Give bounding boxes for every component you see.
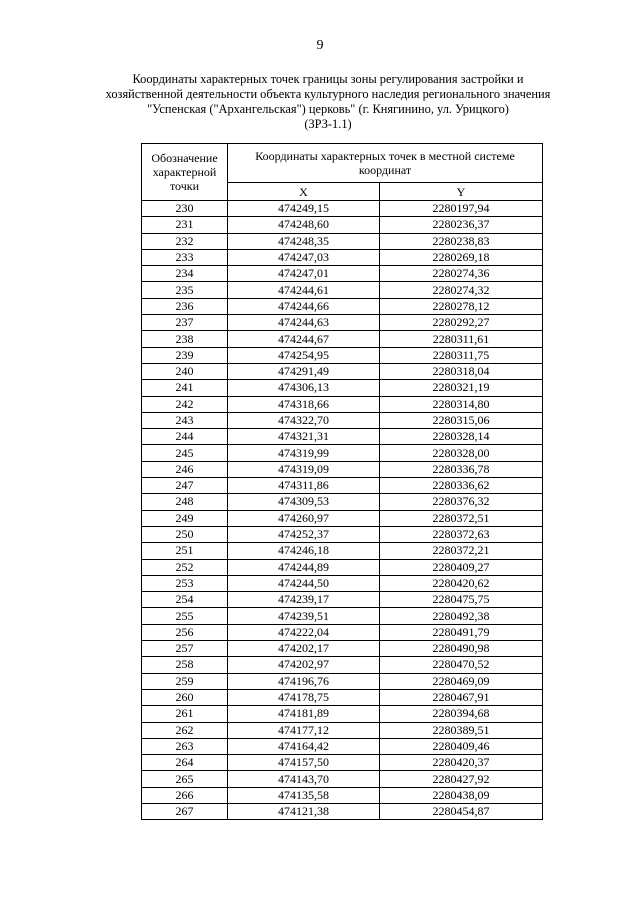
y-coordinate-cell: 2280236,37 bbox=[380, 217, 543, 233]
table-row bbox=[142, 575, 543, 591]
point-cell: 258 bbox=[142, 657, 228, 673]
page-number: 9 bbox=[316, 38, 324, 53]
x-coordinate-cell: 474248,35 bbox=[228, 233, 380, 249]
x-coordinate-cell: 474248,60 bbox=[228, 217, 380, 233]
point-cell: 230 bbox=[142, 201, 228, 217]
x-coordinate-cell: 474244,50 bbox=[228, 575, 380, 591]
document-title bbox=[90, 72, 566, 132]
x-coordinate-cell: 474196,76 bbox=[228, 673, 380, 689]
table-row bbox=[142, 738, 543, 754]
point-cell: 266 bbox=[142, 787, 228, 803]
table-header bbox=[142, 144, 543, 201]
table-row bbox=[142, 429, 543, 445]
point-cell: 236 bbox=[142, 298, 228, 314]
point-cell: 239 bbox=[142, 347, 228, 363]
y-coordinate-cell: 2280274,32 bbox=[380, 282, 543, 298]
x-coordinate-cell: 474319,99 bbox=[228, 445, 380, 461]
point-cell: 247 bbox=[142, 478, 228, 494]
x-coordinate-cell: 474244,66 bbox=[228, 298, 380, 314]
y-coordinate-cell: 2280470,52 bbox=[380, 657, 543, 673]
y-coordinate-cell: 2280420,62 bbox=[380, 575, 543, 591]
y-coordinate-cell: 2280321,19 bbox=[380, 380, 543, 396]
x-coordinate-cell: 474164,42 bbox=[228, 738, 380, 754]
y-coordinate-cell: 2280336,78 bbox=[380, 461, 543, 477]
x-coordinate-cell: 474222,04 bbox=[228, 624, 380, 640]
point-cell: 255 bbox=[142, 608, 228, 624]
x-coordinate-cell: 474177,12 bbox=[228, 722, 380, 738]
y-column-header: Y bbox=[380, 183, 543, 201]
table-row bbox=[142, 803, 543, 819]
x-coordinate-cell: 474254,95 bbox=[228, 347, 380, 363]
table-row bbox=[142, 249, 543, 265]
y-coordinate-cell: 2280409,27 bbox=[380, 559, 543, 575]
title-line-2: хозяйственной деятельности объекта культурного наследия регионального значения bbox=[105, 87, 551, 101]
y-coordinate-cell: 2280328,00 bbox=[380, 445, 543, 461]
x-coordinate-cell: 474309,53 bbox=[228, 494, 380, 510]
point-cell: 252 bbox=[142, 559, 228, 575]
x-coordinate-cell: 474247,03 bbox=[228, 249, 380, 265]
table-row bbox=[142, 722, 543, 738]
y-coordinate-cell: 2280292,27 bbox=[380, 315, 543, 331]
title-line-4: (ЗРЗ-1.1) bbox=[304, 117, 352, 131]
table-row bbox=[142, 673, 543, 689]
y-coordinate-cell: 2280427,92 bbox=[380, 771, 543, 787]
x-coordinate-cell: 474178,75 bbox=[228, 689, 380, 705]
point-cell: 253 bbox=[142, 575, 228, 591]
table-body bbox=[142, 201, 543, 820]
y-coordinate-cell: 2280467,91 bbox=[380, 689, 543, 705]
y-coordinate-cell: 2280438,09 bbox=[380, 787, 543, 803]
y-coordinate-cell: 2280315,06 bbox=[380, 412, 543, 428]
table-row bbox=[142, 461, 543, 477]
point-cell: 259 bbox=[142, 673, 228, 689]
x-coordinate-cell: 474135,58 bbox=[228, 787, 380, 803]
point-cell: 234 bbox=[142, 266, 228, 282]
x-coordinate-cell: 474318,66 bbox=[228, 396, 380, 412]
point-cell: 245 bbox=[142, 445, 228, 461]
y-coordinate-cell: 2280492,38 bbox=[380, 608, 543, 624]
y-coordinate-cell: 2280469,09 bbox=[380, 673, 543, 689]
x-coordinate-cell: 474239,17 bbox=[228, 592, 380, 608]
y-coordinate-cell: 2280197,94 bbox=[380, 201, 543, 217]
point-cell: 264 bbox=[142, 755, 228, 771]
point-cell: 244 bbox=[142, 429, 228, 445]
point-cell: 240 bbox=[142, 363, 228, 379]
y-coordinate-cell: 2280376,32 bbox=[380, 494, 543, 510]
x-coordinate-cell: 474181,89 bbox=[228, 706, 380, 722]
y-coordinate-cell: 2280311,61 bbox=[380, 331, 543, 347]
table-row bbox=[142, 201, 543, 217]
point-column-header: Обозначение характерной точки bbox=[142, 144, 228, 201]
x-coordinate-cell: 474321,31 bbox=[228, 429, 380, 445]
table-row bbox=[142, 526, 543, 542]
y-coordinate-cell: 2280278,12 bbox=[380, 298, 543, 314]
point-cell: 246 bbox=[142, 461, 228, 477]
y-coordinate-cell: 2280372,21 bbox=[380, 543, 543, 559]
table-row bbox=[142, 787, 543, 803]
table-row bbox=[142, 347, 543, 363]
point-cell: 243 bbox=[142, 412, 228, 428]
y-coordinate-cell: 2280372,63 bbox=[380, 526, 543, 542]
y-coordinate-cell: 2280389,51 bbox=[380, 722, 543, 738]
y-coordinate-cell: 2280372,51 bbox=[380, 510, 543, 526]
title-line-1: Координаты характерных точек границы зоны регулирования застройки и bbox=[132, 72, 524, 86]
y-coordinate-cell: 2280269,18 bbox=[380, 249, 543, 265]
table-row bbox=[142, 363, 543, 379]
point-cell: 260 bbox=[142, 689, 228, 705]
table-row bbox=[142, 510, 543, 526]
y-coordinate-cell: 2280274,36 bbox=[380, 266, 543, 282]
point-cell: 263 bbox=[142, 738, 228, 754]
point-cell: 241 bbox=[142, 380, 228, 396]
table-row bbox=[142, 543, 543, 559]
y-coordinate-cell: 2280311,75 bbox=[380, 347, 543, 363]
y-coordinate-cell: 2280475,75 bbox=[380, 592, 543, 608]
x-coordinate-cell: 474252,37 bbox=[228, 526, 380, 542]
y-coordinate-cell: 2280394,68 bbox=[380, 706, 543, 722]
table-row bbox=[142, 445, 543, 461]
point-cell: 256 bbox=[142, 624, 228, 640]
x-coordinate-cell: 474244,63 bbox=[228, 315, 380, 331]
point-cell: 231 bbox=[142, 217, 228, 233]
table-row bbox=[142, 331, 543, 347]
y-coordinate-cell: 2280336,62 bbox=[380, 478, 543, 494]
x-coordinate-cell: 474249,15 bbox=[228, 201, 380, 217]
table-row bbox=[142, 494, 543, 510]
y-coordinate-cell: 2280491,79 bbox=[380, 624, 543, 640]
point-cell: 267 bbox=[142, 803, 228, 819]
y-coordinate-cell: 2280314,80 bbox=[380, 396, 543, 412]
point-cell: 257 bbox=[142, 641, 228, 657]
table-row bbox=[142, 412, 543, 428]
x-coordinate-cell: 474291,49 bbox=[228, 363, 380, 379]
point-cell: 235 bbox=[142, 282, 228, 298]
y-coordinate-cell: 2280409,46 bbox=[380, 738, 543, 754]
x-coordinate-cell: 474244,89 bbox=[228, 559, 380, 575]
table-row bbox=[142, 624, 543, 640]
y-coordinate-cell: 2280454,87 bbox=[380, 803, 543, 819]
table-row bbox=[142, 298, 543, 314]
table-row bbox=[142, 217, 543, 233]
table-row bbox=[142, 380, 543, 396]
point-cell: 237 bbox=[142, 315, 228, 331]
point-cell: 250 bbox=[142, 526, 228, 542]
x-coordinate-cell: 474322,70 bbox=[228, 412, 380, 428]
x-coordinate-cell: 474311,86 bbox=[228, 478, 380, 494]
point-cell: 232 bbox=[142, 233, 228, 249]
x-coordinate-cell: 474202,97 bbox=[228, 657, 380, 673]
table-row bbox=[142, 315, 543, 331]
point-cell: 262 bbox=[142, 722, 228, 738]
x-coordinate-cell: 474260,97 bbox=[228, 510, 380, 526]
point-cell: 238 bbox=[142, 331, 228, 347]
x-coordinate-cell: 474244,61 bbox=[228, 282, 380, 298]
y-coordinate-cell: 2280420,37 bbox=[380, 755, 543, 771]
x-coordinate-cell: 474202,17 bbox=[228, 641, 380, 657]
point-cell: 248 bbox=[142, 494, 228, 510]
point-cell: 242 bbox=[142, 396, 228, 412]
title-line-3: "Успенская ("Архангельская") церковь" (г. Княгинино, ул. Урицкого) bbox=[147, 102, 509, 116]
y-coordinate-cell: 2280490,98 bbox=[380, 641, 543, 657]
x-coordinate-cell: 474239,51 bbox=[228, 608, 380, 624]
x-coordinate-cell: 474244,67 bbox=[228, 331, 380, 347]
table-row bbox=[142, 282, 543, 298]
table-row bbox=[142, 706, 543, 722]
point-cell: 265 bbox=[142, 771, 228, 787]
coordinates-table bbox=[141, 143, 543, 820]
table-row bbox=[142, 641, 543, 657]
table-row bbox=[142, 608, 543, 624]
y-coordinate-cell: 2280328,14 bbox=[380, 429, 543, 445]
point-cell: 261 bbox=[142, 706, 228, 722]
table-row bbox=[142, 559, 543, 575]
table-row bbox=[142, 233, 543, 249]
y-coordinate-cell: 2280318,04 bbox=[380, 363, 543, 379]
x-coordinate-cell: 474319,09 bbox=[228, 461, 380, 477]
table-row bbox=[142, 689, 543, 705]
y-coordinate-cell: 2280238,83 bbox=[380, 233, 543, 249]
x-coordinate-cell: 474306,13 bbox=[228, 380, 380, 396]
x-column-header: X bbox=[228, 183, 380, 201]
x-coordinate-cell: 474247,01 bbox=[228, 266, 380, 282]
table-row bbox=[142, 592, 543, 608]
x-coordinate-cell: 474121,38 bbox=[228, 803, 380, 819]
table-row bbox=[142, 755, 543, 771]
point-cell: 233 bbox=[142, 249, 228, 265]
point-cell: 251 bbox=[142, 543, 228, 559]
x-coordinate-cell: 474157,50 bbox=[228, 755, 380, 771]
point-cell: 249 bbox=[142, 510, 228, 526]
table-row bbox=[142, 771, 543, 787]
table-row bbox=[142, 657, 543, 673]
coordinates-column-header: Координаты характерных точек в местной системе координат bbox=[228, 144, 543, 183]
table-row bbox=[142, 266, 543, 282]
x-coordinate-cell: 474143,70 bbox=[228, 771, 380, 787]
table-row bbox=[142, 396, 543, 412]
point-cell: 254 bbox=[142, 592, 228, 608]
x-coordinate-cell: 474246,18 bbox=[228, 543, 380, 559]
table-row bbox=[142, 478, 543, 494]
